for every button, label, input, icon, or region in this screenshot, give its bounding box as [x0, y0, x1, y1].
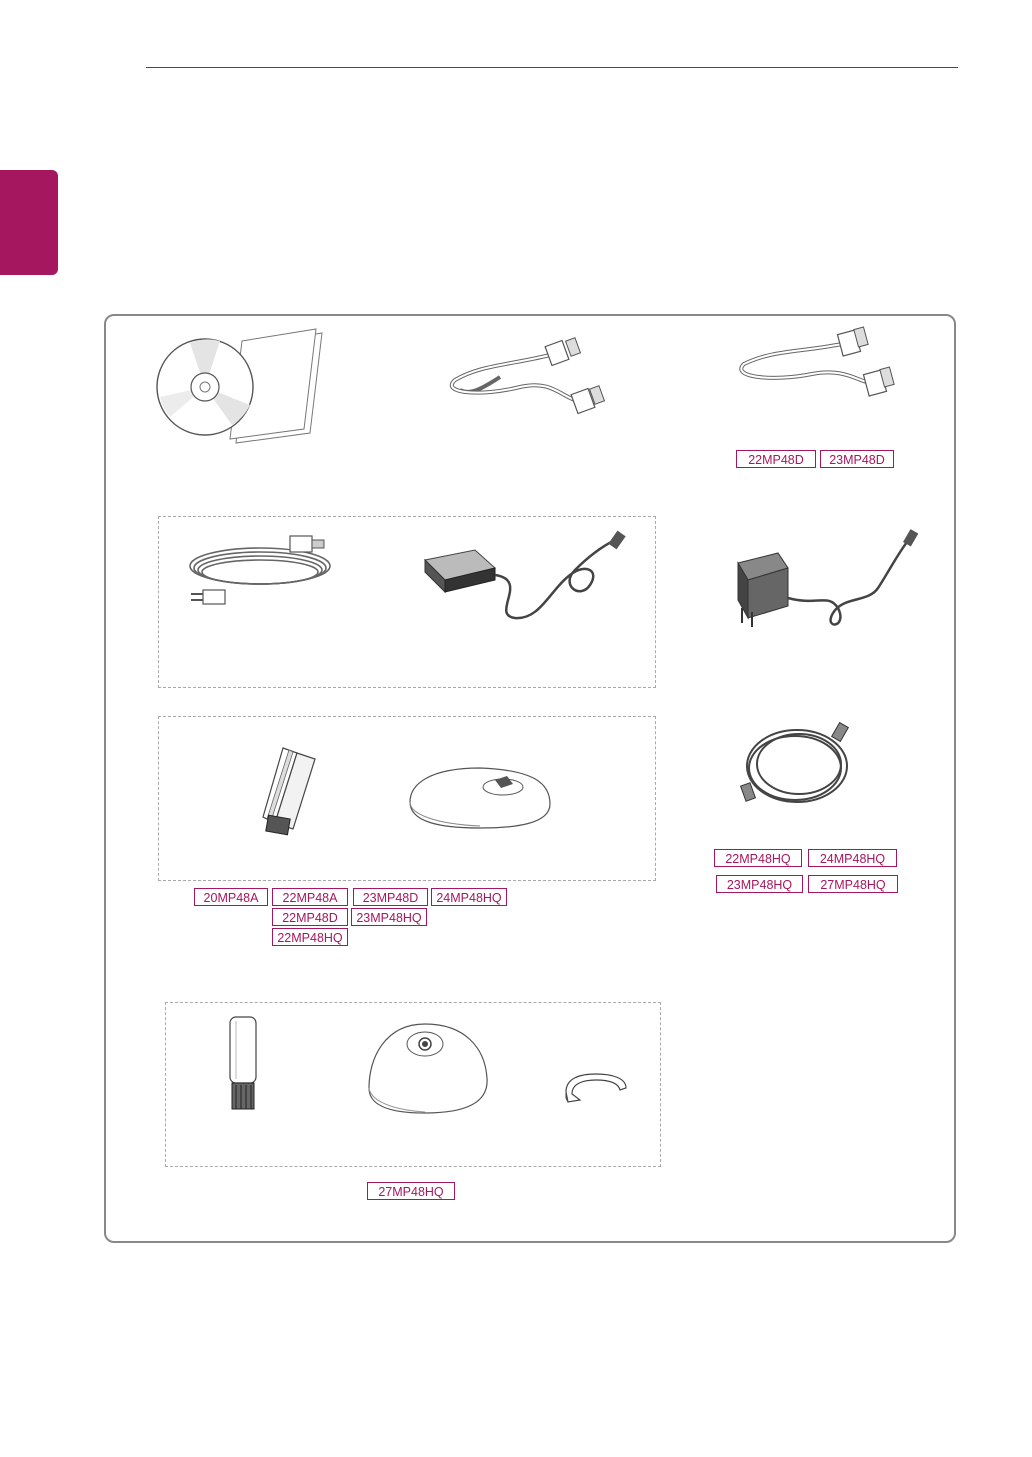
model-tag: 22MP48HQ	[714, 849, 802, 867]
model-tag: 23MP48HQ	[351, 908, 427, 926]
model-tag: 23MP48D	[820, 450, 894, 468]
hdmi-cable-icon	[735, 718, 860, 813]
dvi-cable-icon	[732, 322, 902, 402]
power-cord-icon	[185, 528, 345, 613]
wall-adapter-icon	[728, 528, 918, 638]
model-tag: 27MP48HQ	[367, 1182, 455, 1200]
cable-holder-icon	[560, 1070, 635, 1110]
cd-and-manual-icon	[150, 325, 330, 445]
model-tag: 24MP48HQ	[808, 849, 897, 867]
model-tag: 24MP48HQ	[431, 888, 507, 906]
model-tag: 23MP48HQ	[716, 875, 803, 893]
model-tag: 22MP48D	[272, 908, 348, 926]
stand-body-icon	[245, 745, 335, 840]
model-tag: 22MP48HQ	[272, 928, 348, 946]
stand-body-27-icon	[222, 1015, 262, 1115]
ac-dc-adapter-icon	[420, 530, 635, 625]
model-tag: 20MP48A	[194, 888, 268, 906]
model-tag: 23MP48D	[353, 888, 428, 906]
dsub-cable-icon	[440, 335, 620, 415]
header-rule	[146, 67, 958, 68]
model-tag: 22MP48D	[736, 450, 816, 468]
stand-base-27-icon	[365, 1018, 495, 1118]
model-tag: 22MP48A	[272, 888, 348, 906]
language-side-tab	[0, 170, 58, 275]
stand-base-icon	[405, 762, 555, 834]
model-tag: 27MP48HQ	[808, 875, 898, 893]
